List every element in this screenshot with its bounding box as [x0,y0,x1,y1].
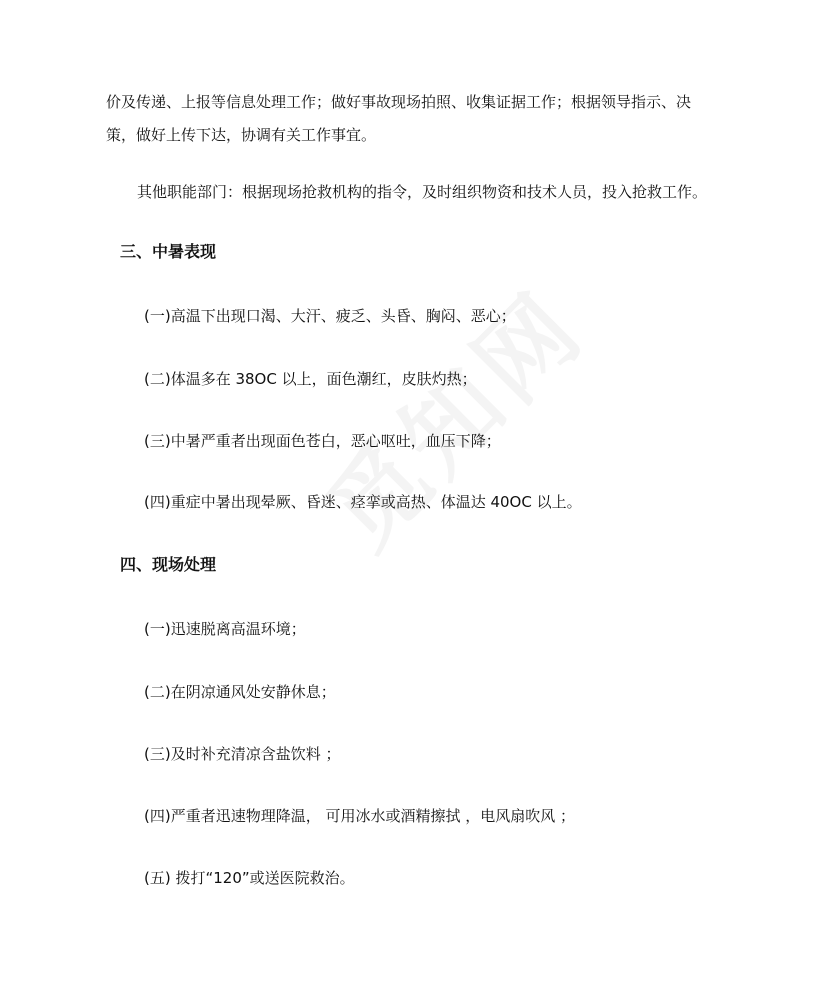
section-4-item-5: (五) 拨打“120”或送医院救治。 [144,869,355,887]
section-4-item-2: (二)在阴凉通风处安静休息； [144,683,336,701]
section-3-heading: 三、中暑表现 [120,242,217,261]
section-3-item-2: (二)体温多在 38OC 以上，面色潮红，皮肤灼热； [144,370,477,388]
section-4-item-4: (四)严重者迅速物理降温， 可用冰水或酒精擦拭 ，电风扇吹风 ； [144,807,576,825]
section-3-item-4: (四)重症中暑出现晕厥、昏迷、痉挛或高热、体温达 40OC 以上。 [144,493,582,511]
intro-line-2: 策，做好上传下达，协调有关工作事宜。 [106,126,377,144]
intro-line-1: 价及传递、上报等信息处理工作；做好事故现场拍照、收集证据工作；根据领导指示、决 [106,93,692,111]
section-3-item-1: (一)高温下出现口渴、大汗、疲乏、头昏、胸闷、恶心； [144,307,516,325]
section-3-item-3: (三)中暑严重者出现面色苍白，恶心呕吐，血压下降； [144,432,501,450]
section-4-heading: 四、现场处理 [120,555,217,574]
section-4-item-1: (一)迅速脱离高温环境； [144,620,306,638]
section-4-item-3: (三)及时补充清凉含盐饮料 ； [144,745,341,763]
other-departments-paragraph: 其他职能部门：根据现场抢救机构的指令，及时组织物资和技术人员，投入抢救工作。 [137,183,708,201]
